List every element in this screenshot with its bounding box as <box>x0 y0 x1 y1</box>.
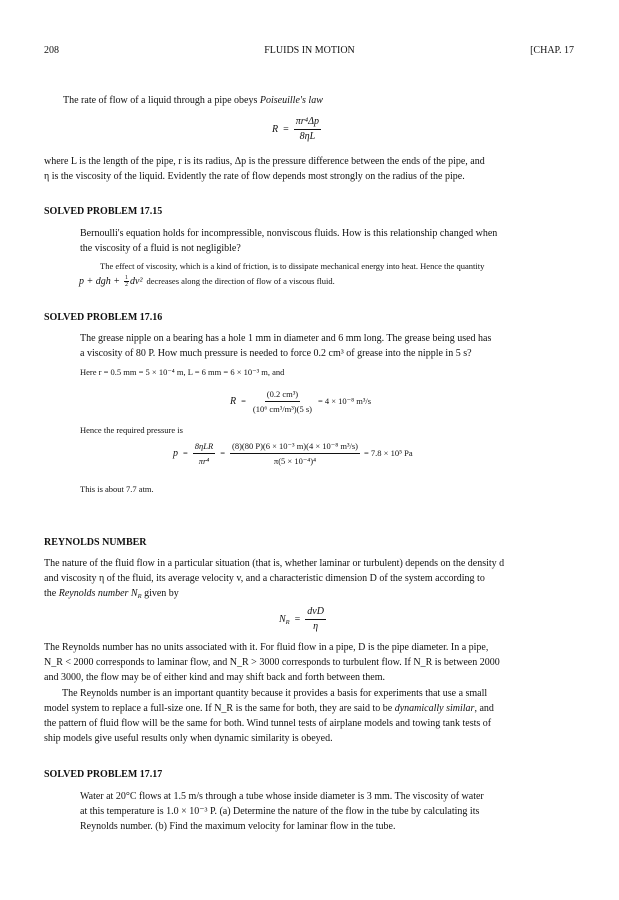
poiseuille-equation: R = $\frac{\text{πr⁴Δp}}{8\eta L}$ <box>272 116 319 142</box>
reynolds-p2-line-2: N_R < 2000 corresponds to laminar flow, and N_R > 3000 corresponds to turbulent flow. If N_R is between 2000 <box>44 657 500 668</box>
reynolds-eq-numerator: dvD <box>305 606 326 620</box>
poiseuille-eq-fraction <box>294 116 321 143</box>
poiseuille-eq-numerator: πr⁴Δp <box>294 116 321 130</box>
reynolds-heading: REYNOLDS NUMBER <box>44 537 147 548</box>
reynolds-paragraph-2 <box>44 640 575 685</box>
problem-17-17-q-line-1: Water at 20°C flows at 1.5 m/s through a tube whose inside diameter is 3 mm. The viscosity of water <box>80 791 484 802</box>
flow-rate-lhs: R <box>230 395 237 407</box>
pressure-numeric-denominator: π(5 × 10⁻⁴)⁴ <box>273 456 317 466</box>
problem-17-17-q-line-2: at this temperature is 1.0 × 10⁻³ P. (a) Determine the nature of the flow in the tube by calculating its <box>80 806 480 817</box>
poiseuille-eq-denominator: 8ηL <box>299 131 316 142</box>
problem-17-15-a-line-2 <box>79 275 575 289</box>
reynolds-p1-line-2: and viscosity η of the fluid, its average velocity v, and a characteristic dimension D of the system according to <box>44 573 485 584</box>
one-half-numerator: 1 <box>125 274 128 281</box>
problem-17-15-a-line-2-rest: decreases along the direction of flow of a viscous fluid. <box>146 275 335 286</box>
bernoulli-expression-end: dv² <box>130 275 143 287</box>
flow-rate-denominator: (10⁶ cm³/m³)(5 s) <box>252 404 312 414</box>
poiseuille-description <box>44 154 575 184</box>
problem-17-17-q-line-3: Reynolds number. (b) Find the maximum velocity for laminar flow in the tube. <box>80 821 396 832</box>
problem-17-16-heading: SOLVED PROBLEM 17.16 <box>44 312 163 323</box>
reynolds-p1-line-3-start: the <box>44 588 57 599</box>
problem-17-15-question <box>80 226 575 256</box>
one-half-fraction <box>124 275 129 288</box>
reynolds-eq-denominator: η <box>313 621 319 632</box>
reynolds-term-text: Reynolds number N <box>58 588 138 599</box>
problem-17-16-q-line-1: The grease nipple on a bearing has a hole 1 mm in diameter and 6 mm long. The grease being used has <box>80 333 492 344</box>
poiseuille-intro <box>63 93 575 108</box>
reynolds-equation: $N_R$ = $\frac{\text{dvD}}{\eta}$ <box>279 606 324 632</box>
problem-17-15-heading: SOLVED PROBLEM 17.15 <box>44 206 163 217</box>
reynolds-eq-lhs-subscript: R <box>285 618 290 626</box>
one-half-denominator: 2 <box>125 281 128 288</box>
reynolds-p2-line-3: and 3000, the flow may be of either kind and may shift back and forth between them. <box>44 672 386 683</box>
flow-rate-fraction <box>251 388 314 415</box>
reynolds-p3-line-1: The Reynolds number is an important quantity because it provides a basis for experiments that use a small <box>62 688 488 699</box>
reynolds-paragraph-3 <box>44 686 575 746</box>
problem-17-16-given: Here r = 0.5 mm = 5 × 10⁻⁴ m, L = 6 mm = 6 × 10⁻³ m, and <box>80 367 285 377</box>
pressure-symbolic-numerator: 8ηLR <box>193 440 215 454</box>
poiseuille-eq-lhs: R <box>272 124 279 135</box>
reynolds-p2-line-1: The Reynolds number has no units associated with it. For fluid flow in a pipe, D is the pipe diameter. In a pipe, <box>44 642 489 653</box>
reynolds-eq-fraction <box>305 606 326 633</box>
reynolds-term-subscript: R <box>137 593 142 600</box>
reynolds-p3-line-2-end: , and <box>474 703 494 714</box>
pressure-numeric-numerator: (8)(80 P)(6 × 10⁻³ m)(4 × 10⁻⁸ m³/s) <box>230 440 360 454</box>
problem-17-15-q-line-2: the viscosity of a fluid is not negligible? <box>80 243 241 254</box>
pressure-fraction-symbolic <box>193 440 215 467</box>
poiseuille-desc-line-2: η is the viscosity of the liquid. Evidently the rate of flow depends most strongly on the radius of the pipe. <box>44 171 465 182</box>
flow-rate-result: = 4 × 10⁻⁸ m³/s <box>317 395 372 406</box>
pressure-lhs: p <box>173 447 178 459</box>
problem-17-17-heading: SOLVED PROBLEM 17.17 <box>44 769 163 780</box>
problem-17-15-q-line-1: Bernoulli's equation holds for incompressible, nonviscous fluids. How is this relationship changed when <box>80 228 498 239</box>
poiseuille-desc-line-1: where L is the length of the pipe, r is its radius, Δp is the pressure difference between the ends of the pipe, and <box>44 156 485 167</box>
page-number: 208 <box>44 45 59 56</box>
bernoulli-expression: p + dgh + <box>79 275 120 287</box>
problem-17-16-hence: Hence the required pressure is <box>80 425 183 435</box>
reynolds-p1-line-3-end: given by <box>144 588 179 599</box>
problem-17-16-q-line-2: a viscosity of 80 P. How much pressure is needed to force 0.2 cm³ of grease into the nipple in 5 s? <box>80 348 472 359</box>
reynolds-p3-line-3: the pattern of fluid flow will be the same for both. Wind tunnel tests of airplane models and towing tank tests of <box>44 718 492 729</box>
reynolds-p1-line-1: The nature of the fluid flow in a particular situation (that is, whether laminar or turbulent) depends on the density d <box>44 558 505 569</box>
problem-17-15-a-line-1: The effect of viscosity, which is a kind of friction, is to dissipate mechanical energy into heat. Hence the quantity <box>100 261 485 271</box>
poiseuille-intro-text: The rate of flow of a liquid through a pipe obeys <box>63 95 258 106</box>
chapter-label: [CHAP. 17 <box>530 45 574 56</box>
pressure-result: = 7.8 × 10⁵ Pa <box>364 447 413 458</box>
reynolds-eq-lhs <box>279 614 290 626</box>
pressure-equation: p = $\frac{\text{8ηLR}}{\text{πr⁴}}$ = $\frac{\text{(8)(80 P)(6 × 10⁻³ m)(4 × 10⁻⁸ m³/s)}}{\text{π(5 × 10⁻⁴)⁴}}$ = 7.8 × 10⁵ Pa <box>173 441 413 466</box>
problem-17-17-question <box>80 789 575 834</box>
reynolds-p3-line-2 <box>44 701 575 716</box>
problem-17-15-answer <box>79 260 575 288</box>
reynolds-p3-line-4: ship models give useful results only when dynamic similarity is obeyed. <box>44 733 333 744</box>
running-title: FLUIDS IN MOTION <box>264 45 355 56</box>
pressure-fraction-numeric <box>230 440 360 467</box>
reynolds-p3-line-2-start: model system to replace a full-size one. If N_R is the same for both, they are said to be <box>44 703 393 714</box>
dynamically-similar-term: dynamically similar <box>394 703 475 714</box>
pressure-symbolic-denominator: πr⁴ <box>198 456 210 466</box>
reynolds-number-term <box>59 588 142 599</box>
problem-17-16-conclusion: This is about 7.7 atm. <box>80 484 154 494</box>
problem-17-16-question <box>80 331 575 361</box>
flow-rate-numerator: (0.2 cm³) <box>265 388 300 402</box>
reynolds-eq-lhs-symbol: N <box>279 613 286 625</box>
poiseuille-law-term: Poiseuille's law <box>259 95 323 106</box>
reynolds-intro <box>44 556 575 604</box>
flow-rate-equation: R = $\frac{\text{(0.2 cm³)}}{\text{(10⁶ cm³/m³)(5 s)}}$ = 4 × 10⁻⁸ m³/s <box>230 389 372 414</box>
reynolds-p1-line-3 <box>44 586 575 604</box>
